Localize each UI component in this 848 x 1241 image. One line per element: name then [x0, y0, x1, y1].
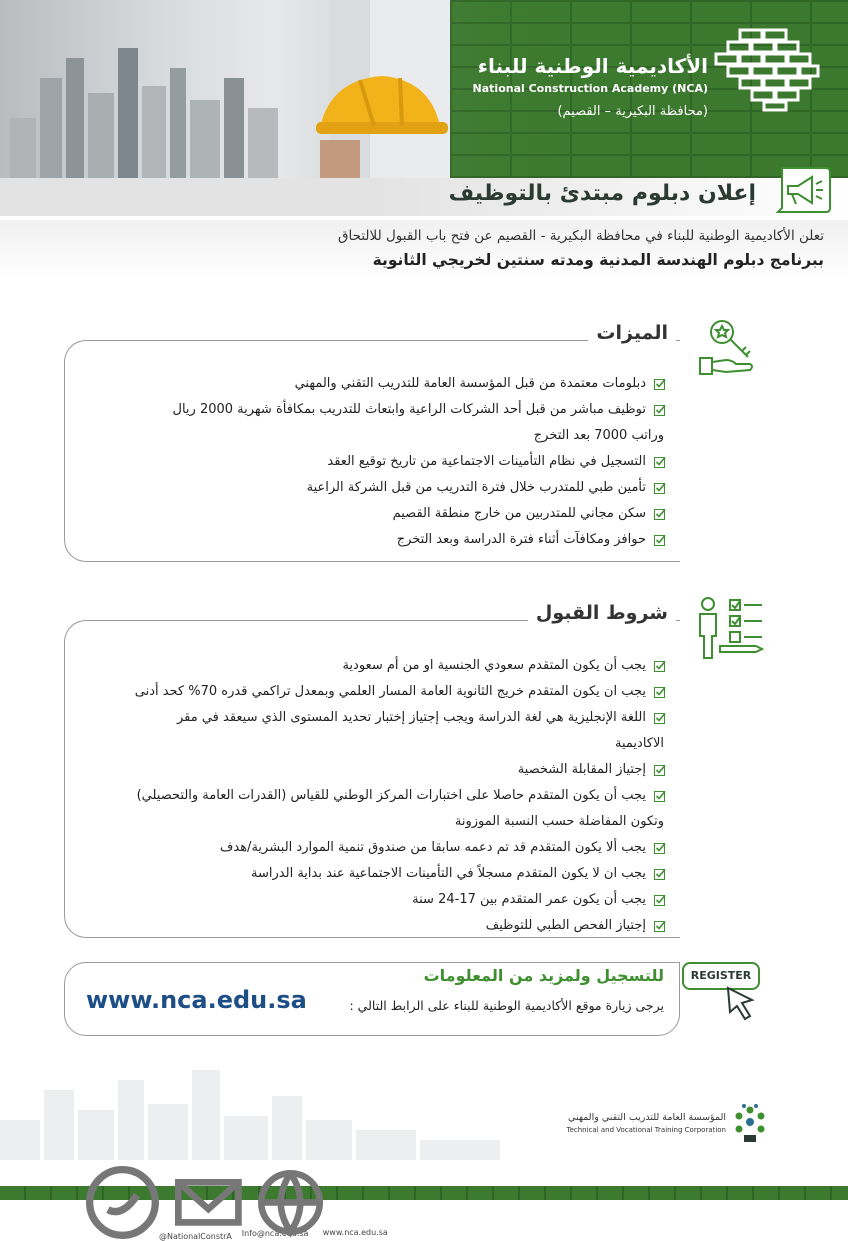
condition-item: يجب أن يكون المتقدم سعودي الجنسية او من أم سعودية	[44, 653, 664, 679]
features-list	[44, 371, 664, 553]
twitter-link[interactable]: @NationalConstrA	[86, 1166, 159, 1241]
worker-hardhat-image	[290, 0, 470, 178]
checkbox-icon	[654, 660, 666, 672]
checkbox-icon	[654, 842, 666, 854]
megaphone-icon	[774, 162, 834, 218]
email-icon	[175, 1169, 242, 1236]
checkbox-icon	[654, 894, 666, 906]
checkbox-icon	[654, 456, 666, 468]
tvtc-name-arabic: المؤسسة العامة للتدريب التقني والمهني	[568, 1112, 726, 1123]
features-heading: الميزات	[588, 322, 676, 344]
condition-item: يجب ان يكون المتقدم خريج الثانوية العامة المسار العلمي وبمعدل تراكمي قدره 70% كحد أدنى	[44, 679, 664, 705]
conditions-list	[44, 653, 664, 939]
email-link[interactable]: Info@nca.edu.sa	[175, 1169, 242, 1238]
feature-item: دبلومات معتمدة من قبل المؤسسة العامة للتدريب التقني والمهني	[44, 371, 664, 397]
feature-item: تأمين طبي للمتدرب خلال فترة التدريب من قبل الشركة الراعية	[44, 475, 664, 501]
registration-title: للتسجيل ولمزيد من المعلومات	[423, 966, 664, 985]
hand-key-icon	[696, 312, 766, 378]
condition-item: اللغة الإنجليزية هي لغة الدراسة ويجب إجتياز إختبار تحديد المستوى الذي سيعقد في مقر	[44, 705, 664, 731]
city-skyline-image	[0, 38, 300, 178]
condition-item: يجب أن يكون المتقدم حاصلا على اختبارات المركز الوطني للقياس (القدرات العامة والتحصيلي)	[44, 783, 664, 809]
checkbox-icon	[654, 764, 666, 776]
nca-logo-icon	[712, 28, 822, 112]
condition-item: يجب أن يكون عمر المتقدم بين 17-24 سنة	[44, 887, 664, 913]
checkbox-icon	[654, 378, 666, 390]
register-button[interactable]: REGISTER	[682, 962, 760, 990]
page-title: إعلان دبلوم مبتدئ بالتوظيف	[448, 181, 756, 206]
academy-name-arabic: الأكاديمية الوطنية للبناء	[477, 54, 708, 78]
footer-skyline-image	[0, 1060, 560, 1170]
social-links	[86, 1166, 388, 1241]
checkbox-icon	[654, 712, 666, 724]
checkbox-icon	[654, 534, 666, 546]
checkbox-icon	[654, 482, 666, 494]
conditions-heading: شروط القبول	[528, 602, 676, 624]
globe-icon	[258, 1170, 323, 1235]
condition-item-continuation: الاكاديمية	[615, 736, 664, 751]
checkbox-icon	[654, 404, 666, 416]
feature-item: حوافز ومكافآت أثناء فترة الدراسة وبعد التخرج	[44, 527, 664, 553]
checkbox-icon	[654, 790, 666, 802]
checkbox-icon	[654, 868, 666, 880]
checkbox-icon	[654, 920, 666, 932]
intro-line-1: تعلن الأكاديمية الوطنية للبناء في محافظة البكيرية - القصيم عن فتح باب القبول للالتحاق	[338, 228, 824, 244]
feature-item: سكن مجاني للمتدربين من خارج منطقة القصيم	[44, 501, 664, 527]
condition-item: يجب ان لا يكون المتقدم مسجلاً في التأمينات الاجتماعية عند بداية الدراسة	[44, 861, 664, 887]
checkbox-icon	[654, 686, 666, 698]
condition-item-continuation: وتكون المفاضلة حسب النسبة الموزونة	[454, 814, 664, 829]
feature-item: توظيف مباشر من قبل أحد الشركات الراعية وابتعاث للتدريب بمكافأة شهرية 2000 ريال	[44, 397, 664, 423]
intro-line-2: ببرنامج دبلوم الهندسة المدنية ومدته سنتين لخريجي الثانوية	[372, 251, 824, 269]
website-footer-link[interactable]: www.nca.edu.sa	[258, 1170, 323, 1237]
header-banner	[0, 0, 848, 178]
twitter-icon	[86, 1166, 159, 1239]
cursor-arrow-icon	[724, 984, 760, 1024]
condition-item: يجب ألا يكون المتقدم قد تم دعمه سابقا من صندوق تنمية الموارد البشرية/هدف	[44, 835, 664, 861]
checkbox-icon	[654, 508, 666, 520]
tvtc-name-english: Technical and Vocational Training Corporation	[566, 1126, 726, 1134]
condition-item: إجتياز الفحص الطبي للتوظيف	[44, 913, 664, 939]
feature-item-continuation: وراتب 7000 بعد التخرج	[533, 428, 664, 443]
website-link[interactable]: www.nca.edu.sa	[86, 986, 307, 1014]
person-checklist-icon	[694, 596, 766, 662]
condition-item: إجتياز المقابلة الشخصية	[44, 757, 664, 783]
governorate-label: (محافظة البكيرية – القصيم)	[557, 104, 708, 119]
feature-item: التسجيل في نظام التأمينات الاجتماعية من تاريخ توقيع العقد	[44, 449, 664, 475]
academy-name-english: National Construction Academy (NCA)	[472, 82, 708, 95]
registration-instructions: يرجى زيارة موقع الأكاديمية الوطنية للبناء على الرابط التالي :	[349, 998, 664, 1013]
tvtc-logo-icon	[730, 1102, 770, 1144]
